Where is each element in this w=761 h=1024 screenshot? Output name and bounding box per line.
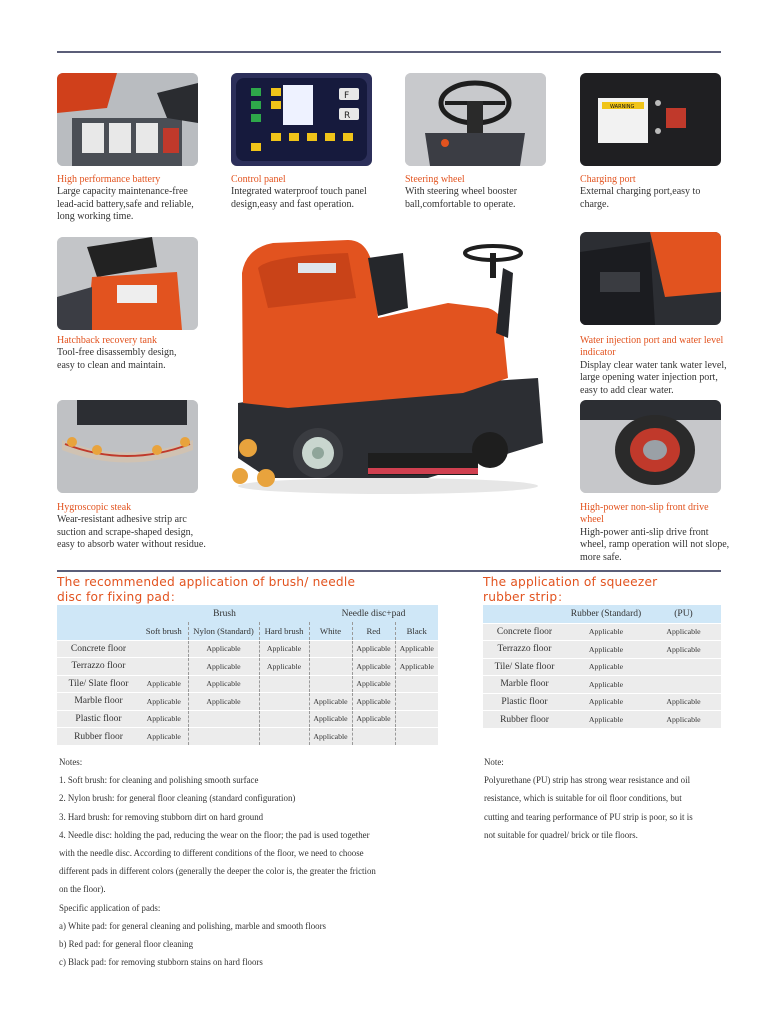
note-line: 2. Nylon brush: for general floor cleaning (standard configuration): [59, 793, 296, 804]
note-line: not suitable for quadrel/ brick or tile floors.: [484, 829, 638, 840]
row-label: Concrete floor: [496, 626, 553, 637]
table-cell: [395, 693, 438, 711]
feature-text: easy to clean and maintain.: [57, 359, 166, 371]
feature-text: External charging port,easy to: [580, 186, 701, 198]
feature-title: Steering wheel: [405, 174, 465, 185]
col-header: Rubber (Standard): [566, 605, 646, 623]
row-label: Rubber floor: [500, 714, 549, 725]
table-cell: [188, 728, 259, 746]
squeegee-photo: [57, 400, 198, 493]
middle-divider: [57, 570, 721, 572]
feature-text: easy to absorb water without residue.: [57, 539, 206, 551]
floor-scrubber-image: [228, 228, 550, 498]
table-cell: [395, 675, 438, 693]
table-cell: Applicable: [352, 710, 395, 728]
feature-text: High-power anti-slip drive front: [580, 526, 709, 538]
feature-hygroscopic-steak: [57, 502, 232, 552]
row-label: Marble floor: [500, 679, 549, 690]
squeezer-notes: [484, 753, 724, 844]
table-row: [57, 693, 438, 711]
battery-photo: [57, 73, 198, 166]
notes-heading: Note:: [484, 757, 504, 767]
table-cell: Applicable: [395, 640, 438, 658]
table-cell: Applicable: [188, 693, 259, 711]
note-line: on the floor).: [59, 884, 106, 895]
corner-cell: [483, 605, 566, 623]
hatchback-tank-photo: [57, 237, 198, 330]
col-header: Nylon (Standard): [188, 622, 259, 640]
row-label: Terrazzo floor: [71, 661, 126, 672]
feature-charging-port: [580, 174, 750, 211]
table-cell: [259, 675, 309, 693]
note-line: with the needle disc. According to different conditions of the floor, we need to choose: [59, 848, 364, 859]
note-line: 1. Soft brush: for cleaning and polishing smooth surface: [59, 775, 259, 786]
feature-text: Large capacity maintenance-free: [57, 186, 188, 198]
feature-text: suction and scrape-shaped design,: [57, 526, 194, 538]
feature-text: ball,comfortable to operate.: [405, 198, 516, 210]
row-label: Rubber floor: [74, 731, 123, 742]
col-header: Black: [395, 622, 438, 640]
note-line: b) Red pad: for general floor cleaning: [59, 939, 194, 950]
note-line: 3. Hard brush: for removing stubborn dirt on hard ground: [59, 811, 264, 822]
note-line: resistance, which is suitable for oil floor conditions, but: [484, 793, 682, 804]
row-label: Plastic floor: [75, 713, 122, 724]
table-cell: Applicable: [146, 732, 181, 741]
table-cell: [259, 710, 309, 728]
group-header-brush: Brush: [140, 605, 309, 622]
squeezer-title-line: rubber strip：: [483, 590, 570, 604]
feature-text: With steering wheel booster: [405, 186, 518, 198]
feature-text: long working time.: [57, 211, 134, 223]
squeezer-section-title: [483, 575, 723, 605]
row-label: Marble floor: [74, 696, 123, 707]
feature-water-injection-port: [580, 335, 755, 397]
col-header: Hard brush: [259, 622, 309, 640]
feature-drive-wheel: [580, 502, 755, 564]
table-cell: [309, 658, 352, 676]
note-line: 4. Needle disc: holding the pad, reducing the wear on the floor; the pad is used together: [59, 829, 370, 840]
note-line: cutting and tearing performance of PU strip is poor, so it is: [484, 811, 693, 822]
table-cell: Applicable: [146, 696, 181, 706]
table-cell: [352, 728, 395, 746]
feature-title: Hygroscopic steak: [57, 502, 132, 513]
brush-notes: [59, 753, 459, 971]
feature-title: wheel: [580, 514, 604, 526]
water-injection-port-photo: [580, 232, 721, 325]
col-header: Red: [352, 622, 395, 640]
table-row: [483, 676, 721, 694]
table-cell: Applicable: [188, 675, 259, 693]
table-cell: Applicable: [352, 658, 395, 676]
table-cell: [309, 640, 352, 658]
notes-heading: Notes:: [59, 757, 83, 767]
col-header: Soft brush: [140, 622, 188, 640]
table-cell: Applicable: [352, 675, 395, 693]
table-cell: Applicable: [352, 693, 395, 711]
note-line: Specific application of pads:: [59, 902, 161, 913]
brush-title-line: disc for fixing pad：: [57, 590, 183, 604]
table-row: [57, 710, 438, 728]
table-cell: Applicable: [666, 715, 701, 724]
feature-steering-wheel: [405, 174, 575, 211]
table-cell: Applicable: [666, 697, 701, 707]
feature-title: Charging port: [580, 174, 636, 185]
feature-text: easy to add clear water.: [580, 384, 674, 396]
table-cell: Applicable: [588, 644, 624, 654]
table-cell: Applicable: [146, 714, 181, 724]
feature-title: High performance battery: [57, 174, 161, 185]
table-cell: Applicable: [146, 679, 181, 689]
table-cell: Applicable: [588, 679, 624, 689]
feature-title: Water injection port and water level: [580, 335, 724, 346]
table-row: [483, 641, 721, 659]
table-cell: Applicable: [352, 640, 395, 658]
table-cell: [395, 710, 438, 728]
table-row: [483, 711, 721, 729]
row-label: Tile/ Slate floor: [68, 678, 129, 689]
feature-title: indicator: [580, 347, 616, 359]
table-cell: [646, 676, 721, 694]
table-cell: Applicable: [588, 697, 624, 707]
feature-text: charge.: [580, 198, 609, 210]
table-cell: Applicable: [188, 640, 259, 658]
brush-title-line: The recommended application of brush/ needle: [57, 575, 356, 589]
table-row: [483, 623, 721, 641]
note-line: c) Black pad: for removing stubborn stains on hard floors: [59, 957, 263, 968]
feature-battery: [57, 174, 227, 224]
table-row: [483, 693, 721, 711]
feature-text: Tool-free disassembly design,: [57, 347, 177, 359]
feature-hatchback-tank: [57, 335, 227, 372]
table-cell: Applicable: [588, 715, 624, 724]
col-header: (PU): [646, 605, 721, 623]
squeezer-title-line: The application of squeezer: [483, 575, 658, 589]
drive-wheel-photo: [580, 400, 721, 493]
table-cell: [646, 658, 721, 676]
feature-text: Integrated waterproof touch panel: [231, 186, 367, 198]
row-label: Concrete floor: [70, 643, 127, 654]
brush-section-title: [57, 575, 387, 605]
feature-text: large opening water injection port,: [580, 372, 718, 384]
feature-text: wheel, ramp operation will not slope,: [580, 539, 730, 551]
table-cell: [140, 658, 188, 676]
row-label: Plastic floor: [501, 696, 548, 707]
table-cell: [140, 640, 188, 658]
table-row: [483, 658, 721, 676]
table-row: [57, 658, 438, 676]
feature-control-panel: [231, 174, 401, 211]
table-cell: Applicable: [188, 658, 259, 676]
feature-text: design,easy and fast operation.: [231, 198, 355, 210]
table-cell: Applicable: [666, 627, 701, 637]
table-cell: Applicable: [309, 710, 352, 728]
corner-cell: [57, 605, 140, 640]
brush-application-table: [57, 605, 438, 745]
table-cell: [395, 728, 438, 746]
table-row: [57, 640, 438, 658]
table-cell: Applicable: [259, 658, 309, 676]
control-panel-photo: [231, 73, 372, 166]
top-divider: [57, 51, 721, 53]
table-row: [57, 728, 438, 746]
feature-text: lead-acid battery,safe and reliable,: [57, 198, 194, 210]
steering-wheel-photo: [405, 73, 546, 166]
table-cell: Applicable: [588, 627, 624, 637]
control-key-f-top: F: [344, 91, 350, 101]
table-cell: Applicable: [309, 693, 352, 711]
charging-warning-text: WARNING: [610, 104, 635, 110]
control-key-r-top: R: [344, 111, 351, 121]
table-cell: [188, 710, 259, 728]
table-cell: Applicable: [666, 644, 701, 654]
col-header: White: [309, 622, 352, 640]
feature-title: High-power non-slip front drive: [580, 502, 709, 513]
feature-title: Control panel: [231, 174, 286, 185]
feature-text: Wear-resistant adhesive strip arc: [57, 514, 187, 526]
note-line: Polyurethane (PU) strip has strong wear resistance and oil: [484, 775, 691, 786]
note-line: different pads in different colors (generally the deeper the color is, the greater the friction: [59, 866, 376, 877]
table-cell: [309, 675, 352, 693]
feature-title: Hatchback recovery tank: [57, 335, 157, 346]
table-cell: [259, 728, 309, 746]
table-cell: Applicable: [309, 728, 352, 746]
charging-port-photo: [580, 73, 721, 166]
squeezer-application-table: [483, 605, 721, 728]
feature-text: more safe.: [580, 551, 622, 563]
table-row: [57, 675, 438, 693]
row-label: Tile/ Slate floor: [494, 661, 555, 672]
table-cell: Applicable: [395, 658, 438, 676]
table-cell: Applicable: [259, 640, 309, 658]
row-label: Terrazzo floor: [497, 644, 552, 655]
table-cell: Applicable: [588, 662, 624, 672]
note-line: a) White pad: for general cleaning and polishing, marble and smooth floors: [59, 920, 326, 931]
group-header-needle-disc: Needle disc+pad: [309, 605, 438, 622]
feature-text: Display clear water tank water level,: [580, 359, 727, 371]
table-cell: [259, 693, 309, 711]
